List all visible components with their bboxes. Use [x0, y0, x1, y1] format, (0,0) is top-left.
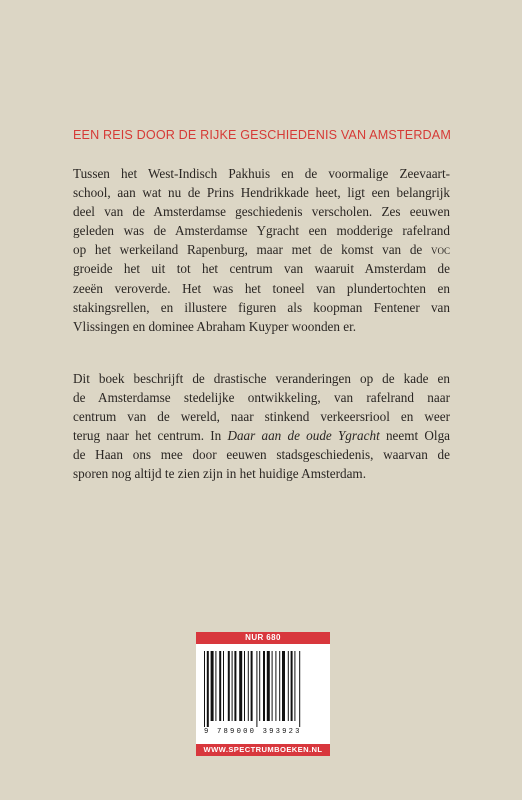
- text-line: Dit boek beschrijft de drastische veranderingen op de kade en: [73, 371, 450, 386]
- barcode-bar: [248, 651, 249, 721]
- text-line: stakingsrellen, en illustere figuren als koopman Fentener van: [73, 299, 450, 315]
- text-line: deel van de Amsterdamse geschiedenis verscholen. Zes eeuwen: [73, 204, 450, 220]
- text-line: school, aan wat nu de Prins Hendrikkade heet, ligt een belangrijk: [73, 185, 450, 201]
- text-line: Vlissingen en dominee Abraham Kuyper woonden er.: [73, 318, 357, 334]
- isbn-number: 9 789000 393923: [204, 728, 302, 736]
- barcode-bar: [282, 651, 285, 721]
- text-line: sporen nog altijd te zien zijn in het huidige Amsterdam.: [73, 466, 366, 482]
- nur-label: NUR 680: [196, 632, 330, 644]
- barcode-bar: [207, 651, 209, 727]
- barcode-bar: [259, 651, 260, 721]
- barcode-bar: [228, 651, 230, 721]
- text-segment: op het werkeiland Rapenburg, maar met de komst van de: [73, 242, 423, 258]
- barcode-bar: [299, 651, 300, 727]
- barcode-bar: [219, 651, 221, 721]
- headline: EEN REIS DOOR DE RIJKE GESCHIEDENIS VAN AMSTERDAM: [73, 128, 451, 142]
- text-line: de Amsterdamse stedelijke ontwikkeling, van rafelrand naar: [73, 390, 450, 406]
- barcode-bar: [267, 651, 270, 721]
- barcode-bar: [211, 651, 214, 721]
- text-line: zeeën veroverde. Het was het toneel van plundertochten en: [73, 280, 450, 296]
- book-title: Daar aan de oude Ygracht: [227, 428, 380, 444]
- text-line: geleden was de Amsterdamse Ygracht een modderige rafelrand: [73, 223, 450, 239]
- barcode-bar: [232, 651, 233, 721]
- barcode-bar: [239, 651, 242, 721]
- barcode-bar: [244, 651, 245, 721]
- text-line: centrum van de wereld, naar stinkend verkeersriool en weer: [73, 409, 450, 425]
- publisher-website: WWW.SPECTRUMBOEKEN.NL: [196, 744, 330, 756]
- voc-abbreviation: voc: [430, 242, 450, 258]
- barcode-bar: [275, 651, 276, 721]
- barcode-bar: [251, 651, 253, 721]
- barcode-bar: [234, 651, 236, 721]
- barcode-bar: [288, 651, 289, 721]
- text-line: de Haan ons mee door eeuwen stadsgeschiedenis, waarvan de: [73, 447, 450, 463]
- barcode-bar: [294, 651, 295, 721]
- text-segment: terug naar het centrum. In: [73, 428, 222, 444]
- barcode-bar: [291, 651, 293, 721]
- barcode-bar: [272, 651, 273, 721]
- text-line: Tussen het West-Indisch Pakhuis en de voormalige Zeevaart-: [73, 166, 450, 181]
- barcode-bar: [215, 651, 216, 721]
- barcode-bar: [223, 651, 224, 721]
- text-line: groeide het uit tot het centrum van waaruit Amsterdam de: [73, 261, 450, 277]
- barcode-bar: [204, 651, 205, 727]
- text-line: [73, 240, 450, 259]
- text-segment: neemt Olga: [385, 428, 451, 444]
- barcode-block: [196, 632, 330, 756]
- barcode: [196, 644, 330, 744]
- barcode-bar: [256, 651, 257, 727]
- barcode-bars: [204, 651, 322, 727]
- description-paragraph-1: [73, 164, 450, 336]
- barcode-bar: [263, 651, 265, 721]
- description-paragraph-2: [73, 369, 450, 484]
- text-line: [73, 426, 450, 445]
- barcode-bar: [279, 651, 280, 721]
